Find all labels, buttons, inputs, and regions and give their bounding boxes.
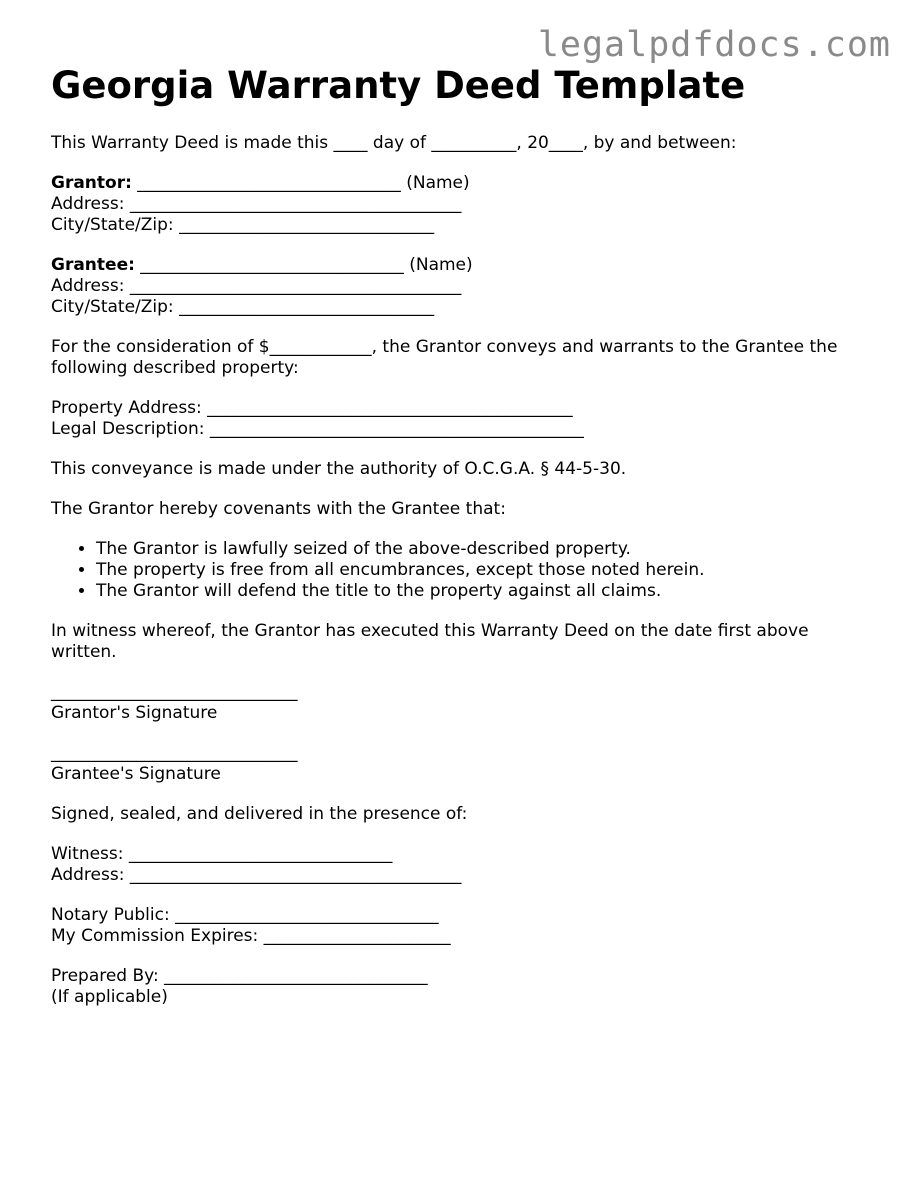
grantor-signature-label: Grantor's Signature — [51, 703, 218, 723]
intro-paragraph: This Warranty Deed is made this ____ day of __________, 20____, by and between: — [51, 133, 737, 153]
watermark: legalpdfdocs.com — [537, 25, 891, 65]
witness-block — [51, 844, 871, 886]
covenant-item: • The property is free from all encumbrances, except those noted herein. — [96, 560, 871, 581]
grantor-block — [51, 173, 871, 236]
covenant-item: • The Grantor will defend the title to the property against all claims. — [96, 581, 871, 602]
legal-description-line: Legal Description: ____________________________________________ — [51, 419, 584, 439]
covenant-item: • The Grantor is lawfully seized of the above-described property. — [96, 539, 871, 560]
grantor-name-line — [51, 173, 871, 194]
grantor-name-field: _______________________________ (Name) — [131, 173, 470, 193]
grantee-address-line: Address: _______________________________________ — [51, 276, 462, 296]
grantee-block — [51, 255, 871, 318]
deed-document — [51, 133, 871, 1027]
page-title: Georgia Warranty Deed Template — [51, 64, 746, 107]
notary-block — [51, 905, 871, 947]
prepared-note: (If applicable) — [51, 987, 168, 1007]
grantor-signature-line: _____________________________ — [51, 682, 298, 702]
consideration-paragraph: For the consideration of $____________, the Grantor conveys and warrants to the Grantee the following described property: — [51, 337, 838, 378]
grantee-label: Grantee: — [51, 255, 135, 275]
prepared-block — [51, 966, 871, 1008]
grantee-name-field: _______________________________ (Name) — [134, 255, 473, 275]
notary-public-line: Notary Public: _______________________________ — [51, 905, 439, 925]
presence-paragraph: Signed, sealed, and delivered in the presence of: — [51, 804, 468, 824]
commission-expires-line: My Commission Expires: ______________________ — [51, 926, 451, 946]
grantee-city-line: City/State/Zip: ______________________________ — [51, 297, 435, 317]
grantee-name-line — [51, 255, 871, 276]
grantee-signature-line: _____________________________ — [51, 743, 298, 763]
property-block — [51, 398, 871, 440]
witness-name-line: Witness: _______________________________ — [51, 844, 393, 864]
witness-address-line: Address: _______________________________________ — [51, 865, 462, 885]
grantor-city-line: City/State/Zip: ______________________________ — [51, 215, 435, 235]
grantee-signature-block — [51, 743, 871, 785]
prepared-by-line: Prepared By: _______________________________ — [51, 966, 428, 986]
grantor-label: Grantor: — [51, 173, 132, 193]
witness-clause: In witness whereof, the Grantor has executed this Warranty Deed on the date first above written. — [51, 621, 809, 662]
covenant-list — [51, 539, 871, 602]
property-address-line: Property Address: ___________________________________________ — [51, 398, 573, 418]
authority-paragraph: This conveyance is made under the authority of O.C.G.A. § 44-5-30. — [51, 459, 627, 479]
grantor-signature-block — [51, 682, 871, 724]
covenant-intro: The Grantor hereby covenants with the Grantee that: — [51, 499, 506, 519]
grantor-address-line: Address: _______________________________________ — [51, 194, 462, 214]
grantee-signature-label: Grantee's Signature — [51, 764, 221, 784]
